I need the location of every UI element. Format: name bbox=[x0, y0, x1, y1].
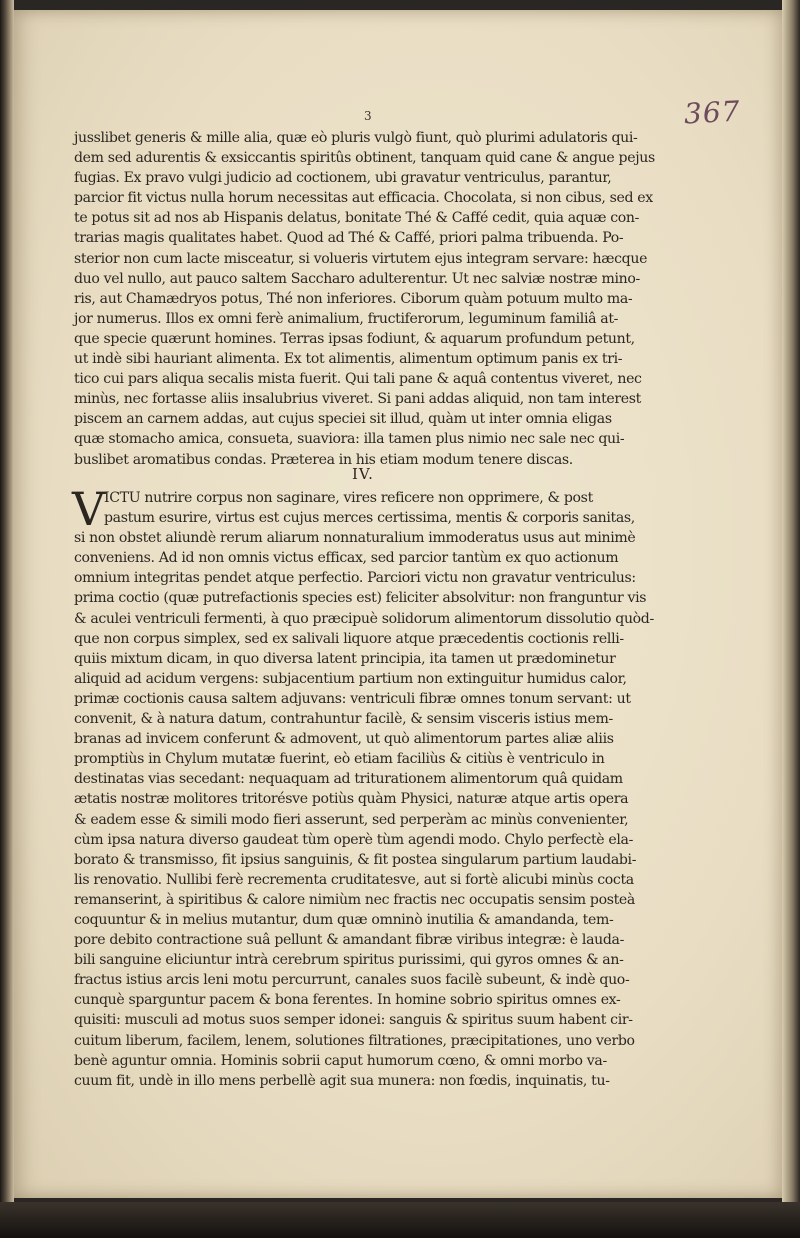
text-line: destinatas vias secedant: nequaquam ad triturationem alimentorum quâ quidam bbox=[74, 771, 623, 788]
book-edge-right bbox=[782, 0, 800, 1238]
text-line: primæ coctionis causa saltem adjuvans: ventriculi fibræ omnes tonum servant: ut bbox=[74, 690, 631, 707]
book-page bbox=[14, 10, 782, 1198]
scan-bottom-border bbox=[0, 1202, 800, 1238]
text-line: fractus istius arcis leni motu percurrunt, canales suos facilè subeunt, & indè quo- bbox=[74, 972, 630, 989]
text-line: tico cui pars aliqua secalis mista fuerit. Qui tali pane & aquâ contentus viveret, nec bbox=[74, 371, 642, 388]
text-line: sterior non cum lacte misceatur, si volueris virtutem ejus integram servare: hæcque bbox=[74, 250, 648, 267]
paragraph-diet-beverages bbox=[74, 128, 674, 470]
text-line: & aculei ventriculi fermenti, à quo præcipuè solidorum alimentorum dissolutio quòd- bbox=[74, 610, 654, 627]
text-line: omnium integritas pendet atque perfectio. Parciori victu non gravatur ventriculus: bbox=[74, 570, 636, 587]
text-line: convenit, & à natura datum, contrahuntur facilè, & sensim visceris istius mem- bbox=[74, 711, 613, 728]
text-line: pastum esurire, virtus est cujus merces certissima, mentis & corporis sanitas, bbox=[104, 510, 635, 527]
text-line: que non corpus simplex, sed ex salivali liquore atque præcedentis coctionis relli- bbox=[74, 630, 624, 647]
drop-cap: V bbox=[72, 482, 106, 536]
text-line: quiis mixtum dicam, in quo diversa latent principia, ita tamen ut prædominetur bbox=[74, 650, 616, 667]
text-line: quisiti: musculi ad motus suos semper idonei: sanguis & spiritus suum habent cir- bbox=[74, 1012, 633, 1029]
section-heading: IV. bbox=[352, 465, 374, 483]
handwritten-folio-number: 367 bbox=[683, 94, 742, 131]
text-line: promptiùs in Chylum mutatæ fuerint, eò etiam faciliùs & citiùs è ventriculo in bbox=[74, 751, 605, 768]
text-line: cunquè sparguntur pacem & bona ferentes. In homine sobrio spiritus omnes ex- bbox=[74, 992, 621, 1009]
text-line: pore debito contractione suâ pellunt & amandant fibræ viribus integræ: è lauda- bbox=[74, 932, 624, 949]
text-line: cùm ipsa natura diverso gaudeat tùm operè tùm agendi modo. Chylo perfectè ela- bbox=[74, 831, 634, 848]
text-line: trarias magis qualitates habet. Quod ad Thé & Caffé, priori palma tribuenda. Po- bbox=[74, 230, 624, 247]
text-line: benè aguntur omnia. Hominis sobrii caput humorum cœno, & omni morbo va- bbox=[74, 1052, 607, 1069]
text-line: aliquid ad acidum vergens: subjacentium partium non extinguitur humidus calor, bbox=[74, 670, 627, 687]
text-line: cuitum liberum, facilem, lenem, solutiones filtrationes, præcipitationes, uno verbo bbox=[74, 1032, 635, 1049]
text-line: branas ad invicem conferunt & admovent, ut quò alimentorum partes aliæ aliis bbox=[74, 731, 614, 748]
text-line: jor numerus. Illos ex omni ferè animalium, fructiferorum, leguminum familiâ at- bbox=[74, 310, 619, 327]
text-line: coquuntur & in melius mutantur, dum quæ omninò inutilia & amandanda, tem- bbox=[74, 911, 614, 928]
text-line: ut indè sibi hauriant alimenta. Ex tot alimentis, alimentum optimum panis ex tri- bbox=[74, 351, 623, 368]
text-line: jusslibet generis & mille alia, quæ eò pluris vulgò fiunt, quò plurimi adulatoris qui- bbox=[74, 130, 638, 146]
text-line: ris, aut Chamædryos potus, Thé non inferiores. Ciborum quàm potuum multo ma- bbox=[74, 290, 633, 307]
text-line: buslibet aromatibus condas. Præterea in his etiam modum tenere discas. bbox=[74, 451, 573, 468]
text-line: conveniens. Ad id non omnis victus efficax, sed parcior tantùm ex quo actionum bbox=[74, 550, 619, 567]
book-gutter-left bbox=[0, 0, 14, 1238]
text-line: si non obstet aliundè rerum aliarum nonnaturalium immoderatus usus aut minimè bbox=[74, 530, 636, 547]
text-line: parcior fit victus nulla horum necessitas aut efficacia. Chocolata, si non cibus, sed ex bbox=[74, 190, 653, 207]
text-line: prima coctio (quæ putrefactionis species est) feliciter absolvitur: non franguntur vis bbox=[74, 590, 647, 607]
text-line: ICTU nutrire corpus non saginare, vires reficere non opprimere, & post bbox=[104, 490, 593, 506]
text-line: piscem an carnem addas, aut cujus speciei sit illud, quàm ut inter omnia eligas bbox=[74, 411, 612, 428]
text-line: bili sanguine eliciuntur intrà cerebrum spiritus purissimi, qui gyros omnes & an- bbox=[74, 952, 624, 969]
text-line: borato & transmisso, fit ipsius sanguinis, & fit postea singularum partium laudabi- bbox=[74, 851, 637, 868]
text-line: duo vel nullo, aut pauco saltem Saccharo adulterentur. Ut nec salviæ nostræ mino- bbox=[74, 270, 640, 287]
text-line: cuum fit, undè in illo mens perbellè agit sua munera: non fœdis, inquinatis, tu- bbox=[74, 1072, 610, 1089]
text-line: quæ stomacho amica, consueta, suaviora: illa tamen plus nimio nec sale nec qui- bbox=[74, 431, 625, 448]
text-line: lis renovatio. Nullibi ferè recrementa cruditatesve, aut si fortè alicubi minùs cocta bbox=[74, 871, 634, 888]
text-line: minùs, nec fortasse aliis insalubrius viveret. Si pani addas aliquid, non tam interest bbox=[74, 391, 641, 408]
text-line: remanserint, à spiritibus & calore nimiùm nec fractis nec occupatis sensim posteà bbox=[74, 891, 635, 908]
text-line: & eadem esse & simili modo fieri asserunt, sed perperàm ac minùs convenienter, bbox=[74, 811, 629, 828]
text-line: que specie quærunt homines. Terras ipsas fodiunt, & aquarum profundum petunt, bbox=[74, 330, 635, 347]
text-line: te potus sit ad nos ab Hispanis delatus, bonitate Thé & Caffé cedit, quia aquæ con- bbox=[74, 210, 640, 227]
text-line: dem sed adurentis & exsiccantis spiritûs obtinent, tanquam quid cane & angue pejus bbox=[74, 150, 655, 167]
signature-mark: 3 bbox=[364, 109, 372, 123]
paragraph-sobriety bbox=[72, 482, 674, 1091]
text-line: ætatis nostræ molitores tritorésve potiùs quàm Physici, naturæ atque artis opera bbox=[74, 791, 629, 808]
text-line: fugias. Ex pravo vulgi judicio ad coctionem, ubi gravatur ventriculus, parantur, bbox=[74, 170, 612, 187]
